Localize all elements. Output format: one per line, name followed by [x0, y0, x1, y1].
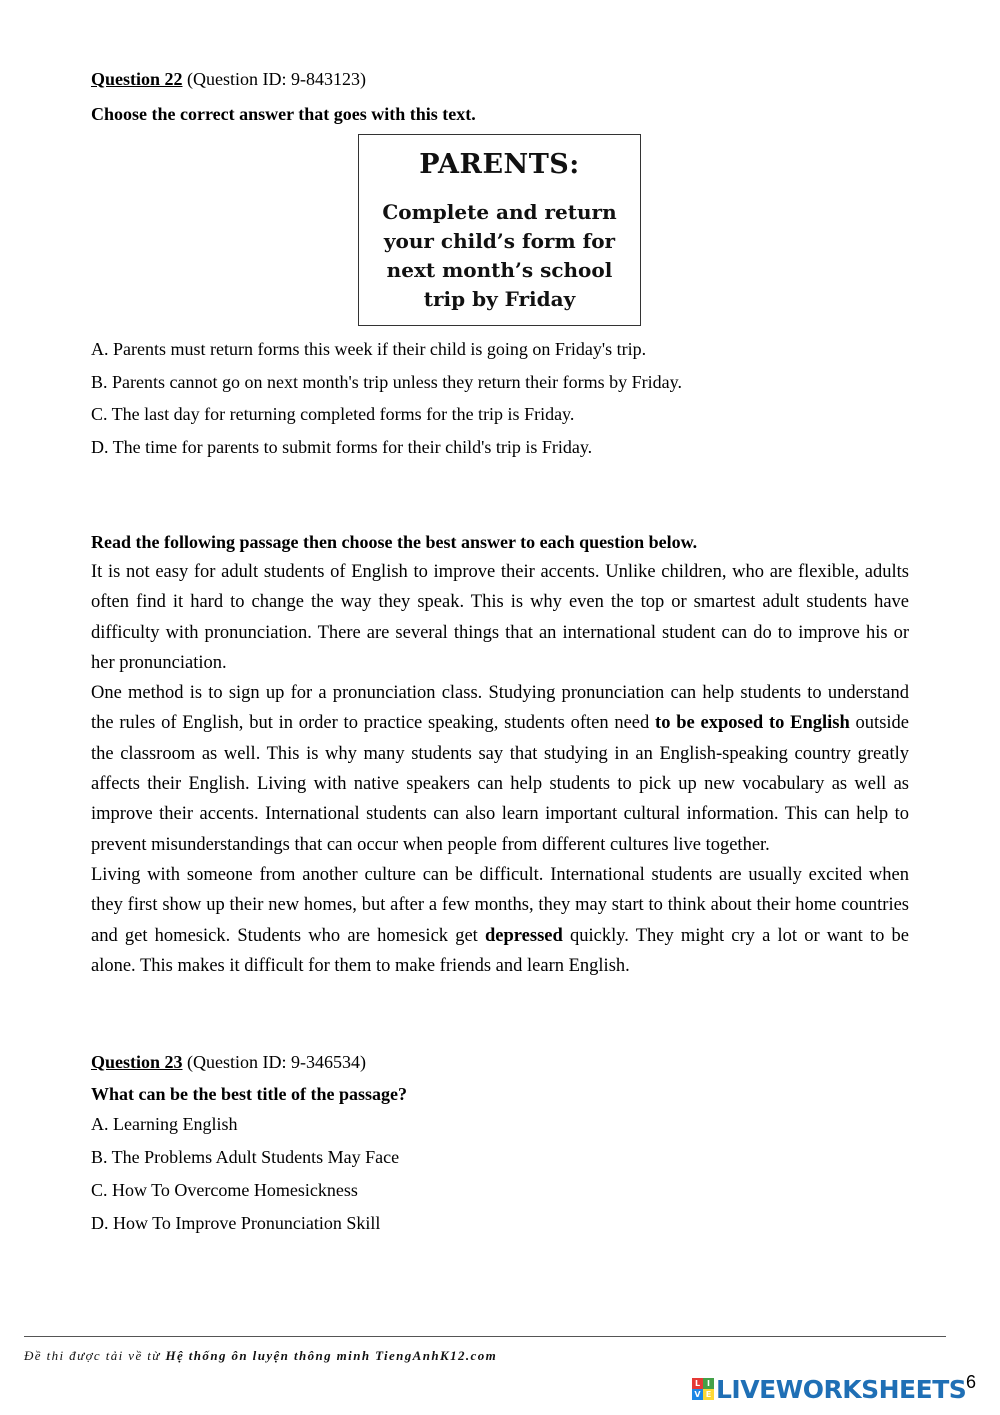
footer-source: [24, 1348, 497, 1364]
page-number: 6: [966, 1372, 977, 1392]
notice-line: your child’s form for: [383, 229, 616, 253]
question-22-header: [91, 69, 366, 90]
passage-text: Living with someone from another culture can be difficult. International students are usually excited when they first show up their new homes, but after a few months, they may start to think about their home countries and get homesick. Students who are homesick get: [91, 864, 909, 946]
question-23-option-b[interactable]: B. The Problems Adult Students May Face: [91, 1147, 400, 1167]
question-23-instruction: What can be the best title of the passage?: [91, 1084, 407, 1104]
icon-letter: I: [703, 1378, 714, 1389]
question-id: (Question ID: 9-346534): [187, 1052, 366, 1072]
passage-instruction: Read the following passage then choose the best answer to each question below.: [91, 532, 698, 552]
question-number: Question 23: [91, 1052, 183, 1072]
footer-divider: [24, 1336, 946, 1337]
question-22-option-b[interactable]: B. Parents cannot go on next month's trip unless they return their forms by Friday.: [91, 372, 682, 392]
icon-letter: V: [692, 1389, 703, 1400]
footer-prefix: Đề thi được tải về từ: [24, 1348, 161, 1363]
passage-paragraph-3: [91, 860, 909, 981]
passage-paragraph-2: [91, 678, 909, 860]
passage-text: outside the classroom as well. This is why many students say that studying in an English-speaking country greatly affects their English. Living with native speakers can help students to pick up new vocabulary as well as improve their accents. International students can also learn important cultural information. This can help to prevent misunderstandings that can occur when people from different cultures live together.: [91, 713, 909, 855]
question-22-option-d[interactable]: D. The time for parents to submit forms for their child's trip is Friday.: [91, 437, 593, 457]
notice-line: Complete and return: [382, 200, 617, 224]
notice-line: next month’s school: [386, 258, 613, 282]
question-23-option-d[interactable]: D. How To Improve Pronunciation Skill: [91, 1213, 381, 1233]
reading-passage: [91, 557, 909, 981]
question-23-option-a[interactable]: A. Learning English: [91, 1114, 238, 1134]
question-22-instruction: Choose the correct answer that goes with this text.: [91, 104, 476, 124]
notice-body: [359, 198, 640, 314]
notice-title: PARENTS:: [419, 149, 580, 180]
passage-text: One method is to sign up for a pronunciation class. Studying pronunciation can help students to understand the rules of English, but in order to practice speaking, students often need: [91, 683, 909, 734]
highlighted-phrase: to be exposed to English: [655, 713, 850, 734]
icon-letter: L: [692, 1378, 703, 1389]
passage-text: quickly. They might cry a lot or want to be alone. This makes it difficult for them to make friends and learn English.: [91, 925, 909, 976]
liveworksheets-brand: LIVEWORKSHEETS: [716, 1374, 967, 1404]
question-22-option-a[interactable]: A. Parents must return forms this week if their child is going on Friday's trip.: [91, 339, 647, 359]
question-23-header: [91, 1052, 366, 1073]
question-23-option-c[interactable]: C. How To Overcome Homesickness: [91, 1180, 358, 1200]
passage-paragraph-1: It is not easy for adult students of English to improve their accents. Unlike children, who are flexible, adults often find it hard to change the way they speak. This is why even the top or smartest adult students have difficulty with pronunciation. There are several things that an international student can do to improve his or her pronunciation.: [91, 562, 909, 673]
notice-line: trip by Friday: [423, 287, 576, 311]
parents-notice-image: [358, 134, 641, 326]
liveworksheets-logo[interactable]: [692, 1374, 966, 1404]
question-id: (Question ID: 9-843123): [187, 69, 366, 89]
icon-letter: E: [703, 1389, 714, 1400]
question-22-option-c[interactable]: C. The last day for returning completed forms for the trip is Friday.: [91, 404, 575, 424]
footer-source-name: Hệ thống ôn luyện thông minh TiengAnhK12.com: [165, 1348, 498, 1363]
question-number: Question 22: [91, 69, 183, 89]
liveworksheets-icon: [692, 1378, 714, 1400]
highlighted-word: depressed: [485, 925, 563, 946]
